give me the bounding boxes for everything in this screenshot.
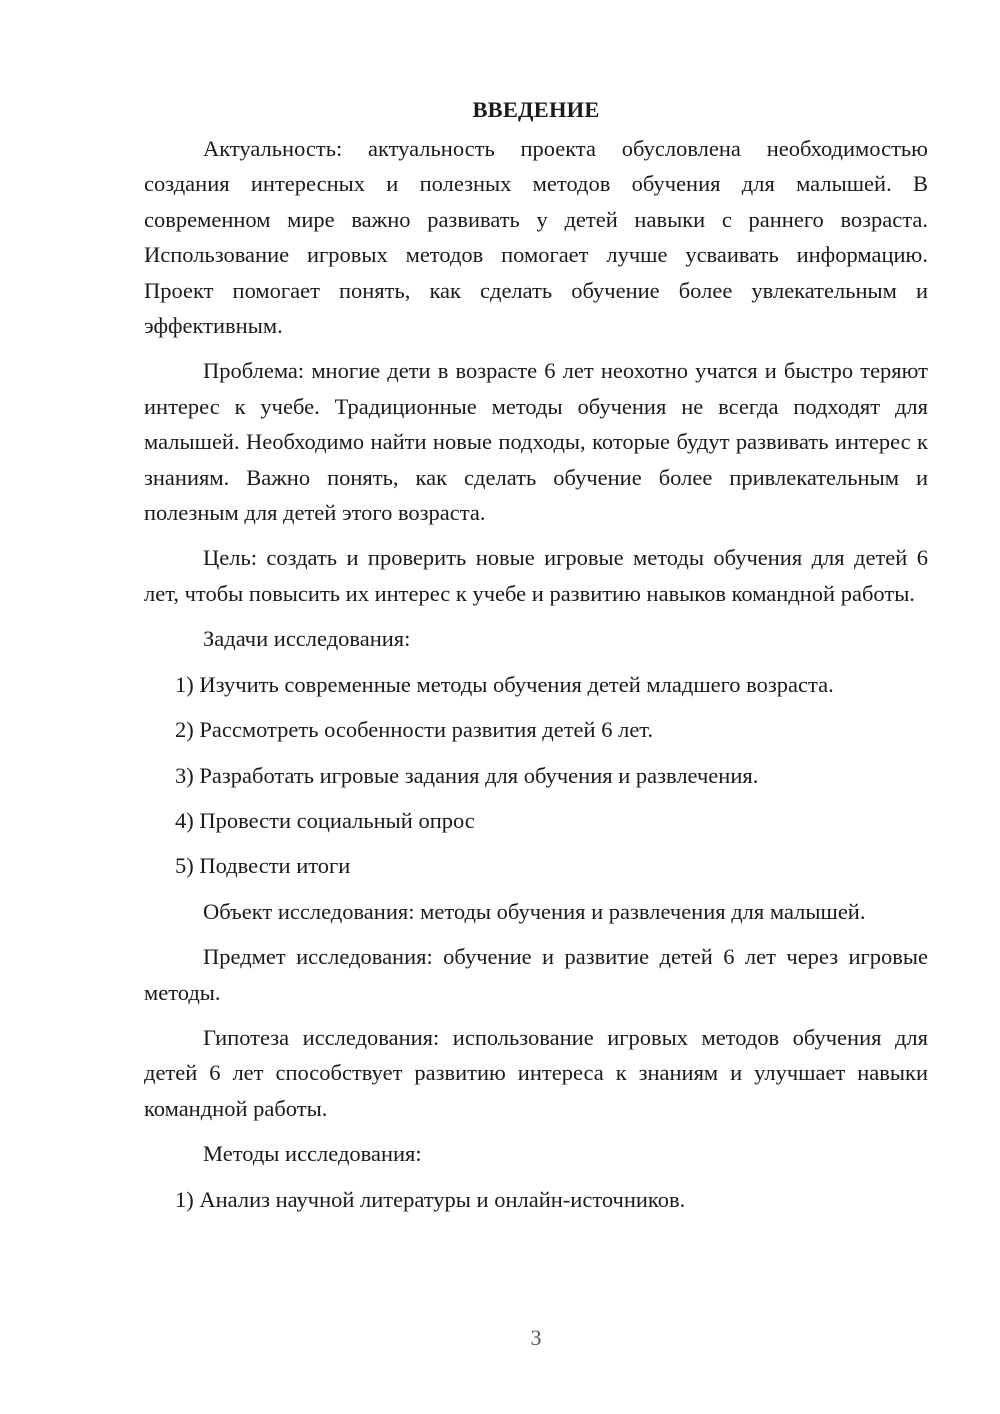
task-item-3: 3) Разработать игровые задания для обучения и развлечения. (175, 762, 759, 788)
problem-paragraph: Проблема: многие дети в возрасте 6 лет неохотно учатся и быстро теряют интерес к учебе. Традиционные методы обучения не всегда подходят для малышей. Необходимо найти новые подходы, которые будут развивать интерес к знаниям. Важно понять, как сделать обучение более привлекательным и полезным для детей этого возраста. (144, 358, 928, 526)
tasks-heading: Задачи исследования: (203, 626, 411, 652)
relevance-paragraph: Актуальность: актуальность проекта обусловлена необходимостью создания интересных и полезных методов обучения для малышей. В современном мире важно развивать у детей навыки с раннего возраста. Использование игровых методов помогает лучше усваивать информацию. Проект помогает понять, как сделать обучение более увлекательным и эффективным. (144, 136, 928, 339)
page-content (144, 92, 928, 1227)
task-item-2: 2) Рассмотреть особенности развития детей 6 лет. (175, 717, 654, 743)
methods-heading: Методы исследования: (203, 1141, 422, 1167)
task-item-5: 5) Подвести итоги (175, 853, 351, 879)
method-item-1: 1) Анализ научной литературы и онлайн-источников. (175, 1186, 686, 1212)
object-paragraph: Объект исследования: методы обучения и развлечения для малышей. (203, 898, 866, 924)
page-number: 3 (530, 1325, 542, 1350)
subject-paragraph: Предмет исследования: обучение и развитие детей 6 лет через игровые методы. (144, 944, 928, 1005)
page-title: ВВЕДЕНИЕ (472, 97, 600, 122)
hypothesis-paragraph: Гипотеза исследования: использование игровых методов обучения для детей 6 лет способствует развитию интереса к знаниям и улучшает навыки командной работы. (144, 1024, 928, 1121)
task-item-4: 4) Провести социальный опрос (175, 807, 475, 833)
task-item-1: 1) Изучить современные методы обучения детей младшего возраста. (175, 671, 834, 697)
goal-paragraph: Цель: создать и проверить новые игровые методы обучения для детей 6 лет, чтобы повысить их интерес к учебе и развитию навыков командной работы. (144, 545, 928, 606)
